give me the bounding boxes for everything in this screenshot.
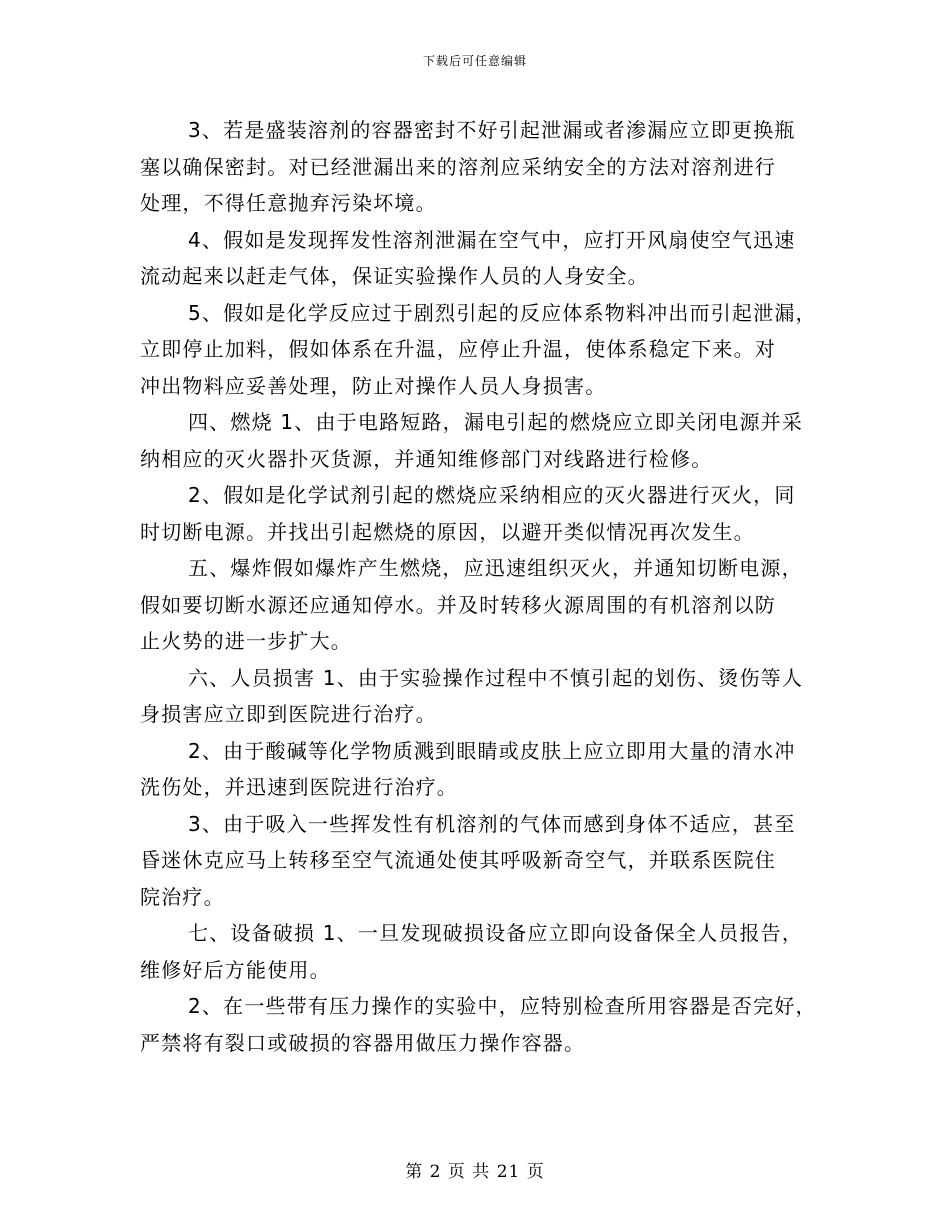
document-body (140, 112, 820, 1061)
text-line: 洗伤处，并迅速到医院进行治疗。 (140, 775, 458, 799)
text-line: 塞以确保密封。对已经泄漏出来的溶剂应采纳安全的方法对溶剂进行 (140, 154, 776, 179)
text-line: 严禁将有裂口或破损的容器用做压力操作容器。 (140, 1030, 586, 1055)
text-line: 4、假如是发现挥发性溶剂泄漏在空气中，应打开风扇使空气迅速 (188, 227, 796, 252)
paragraph (140, 477, 820, 550)
paragraph (140, 988, 820, 1061)
text-line: 5、假如是化学反应过于剧烈引起的反应体系物料冲出而引起泄漏， (188, 300, 817, 325)
text-line: 立即停止加料，假如体系在升温，应停止升温，使体系稳定下来。对 (140, 337, 776, 361)
text-line: 冲出物料应妥善处理，防止对操作人员人身损害。 (140, 373, 607, 398)
text-line: 处理，不得任意抛弃污染坏境。 (140, 191, 437, 215)
header-text: 下载后可任意编辑 (422, 54, 527, 68)
text-line: 2、在一些带有压力操作的实验中，应特别检查所用容器是否完好， (188, 994, 817, 1018)
text-line: 假如要切断水源还应通知停水。并及时转移火源周围的有机溶剂以防 (140, 592, 776, 617)
paragraph (140, 112, 820, 222)
text-line: 纳相应的灭火器扑灭货源，并通知维修部门对线路进行检修。 (140, 446, 713, 471)
paragraph (140, 660, 820, 733)
paragraph (140, 806, 820, 916)
page-header (0, 52, 950, 69)
text-line: 五、爆炸假如爆炸产生燃烧，应迅速组织灭火，并通知切断电源， (188, 556, 803, 580)
text-line: 维修好后方能使用。 (140, 957, 331, 982)
text-line: 流动起来以赶走气体，保证实验操作人员的人身安全。 (140, 264, 649, 288)
text-line: 2、假如是化学试剂引起的燃烧应采纳相应的灭火器进行灭火，同 (188, 483, 796, 507)
text-line: 七、设备破损 1、一旦发现破损设备应立即向设备保全人员报告， (188, 921, 804, 945)
page-footer (0, 1157, 950, 1182)
text-line: 止火势的进一步扩大。 (140, 629, 352, 653)
paragraph (140, 404, 820, 477)
paragraph (140, 550, 820, 660)
paragraph (140, 733, 820, 806)
text-line: 时切断电源。并找出引起燃烧的原因，以避开类似情况再次发生。 (140, 519, 755, 544)
text-line: 2、由于酸碱等化学物质溅到眼睛或皮肤上应立即用大量的清水冲 (188, 738, 796, 763)
text-line: 院治疗。 (140, 884, 225, 909)
paragraph (140, 222, 820, 295)
text-line: 六、人员损害 1、由于实验操作过程中不慎引起的划伤、烫伤等人 (188, 665, 804, 690)
text-line: 3、若是盛装溶剂的容器密封不好引起泄漏或者渗漏应立即更换瓶 (188, 118, 796, 142)
paragraph (140, 915, 820, 988)
paragraph (140, 295, 820, 405)
text-line: 四、燃烧 1、由于电路短路，漏电引起的燃烧应立即关闭电源并采 (188, 410, 804, 434)
text-line: 昏迷休克应马上转移至空气流通处使其呼吸新奇空气，并联系医院住 (140, 848, 776, 872)
page-number-label: 第 2 页 共 21 页 (405, 1162, 545, 1182)
text-line: 3、由于吸入一些挥发性有机溶剂的气体而感到身体不适应，甚至 (188, 811, 796, 836)
text-line: 身损害应立即到医院进行治疗。 (140, 702, 437, 726)
